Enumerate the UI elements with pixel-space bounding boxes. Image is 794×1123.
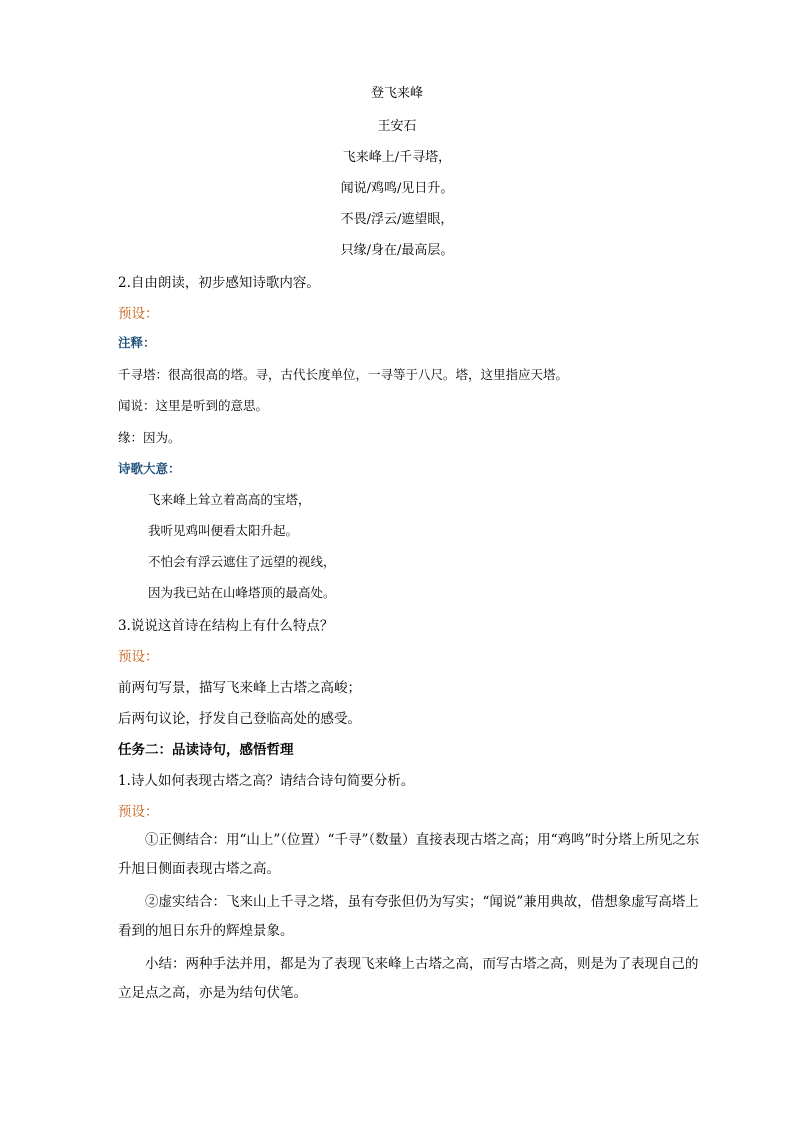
preset-label: 预设： [118,306,159,322]
question-3: 3.说说这首诗在结构上有什么特点？ [118,618,334,634]
meaning-line: 因为我已站在山峰塔顶的最高处。 [148,585,336,600]
meaning-line: 我听见鸡叫便看太阳升起。 [148,523,299,538]
question-2: 2.自由朗读，初步感知诗歌内容。 [118,275,320,291]
poem-line: 只缘/身在/最高层。 [340,243,454,258]
meaning-label: 诗歌大意： [118,461,181,476]
preset-label: 预设： [118,649,159,665]
note-item: 千寻塔：很高很高的塔。寻，古代长度单位，一寻等于八尺。塔，这里指应天塔。 [118,367,569,382]
poem-line: 闻说/鸡鸣/见日升。 [340,181,454,196]
answer-line: 后两句议论，抒发自己登临高处的感受。 [118,711,361,727]
poem-title: 登飞来峰 [370,86,423,101]
meaning-line: 不怕会有浮云遮住了远望的视线， [148,554,336,569]
note-item: 缘：因为。 [118,430,181,445]
preset-label: 预设： [118,804,159,820]
poem-line: 不畏/浮云/遮望眼， [340,212,454,227]
meaning-line: 飞来峰上耸立着高高的宝塔， [148,492,311,507]
poem-author: 王安石 [377,119,417,134]
analysis-point-2: ②虚实结合：飞来山上千寻之塔，虽有夸张但仍为写实；“闻说”兼用典故，借想象虚写高塔上看到的旭日东升的辉煌景象。 [118,894,699,939]
task-title: 任务二：品读诗句，感悟哲理 [118,742,294,758]
answer-line: 前两句写景，描写飞来峰上古塔之高峻； [118,680,361,696]
note-item: 闻说：这里是听到的意思。 [118,398,269,413]
notes-label: 注释： [118,335,156,350]
poem-line: 飞来峰上/千寻塔， [342,150,452,165]
summary: 小结：两种手法并用，都是为了表现飞来峰上古塔之高，而写古塔之高，则是为了表现自己的立足点之高，亦是为结句伏笔。 [118,956,699,1001]
analysis-point-1: ①正侧结合：用“山上”（位置）“千寻”（数量）直接表现古塔之高；用“鸡鸣”时分塔上所见之东升旭日侧面表现古塔之高。 [118,832,700,877]
task-question: 1.诗人如何表现古塔之高？请结合诗句简要分析。 [118,773,415,789]
